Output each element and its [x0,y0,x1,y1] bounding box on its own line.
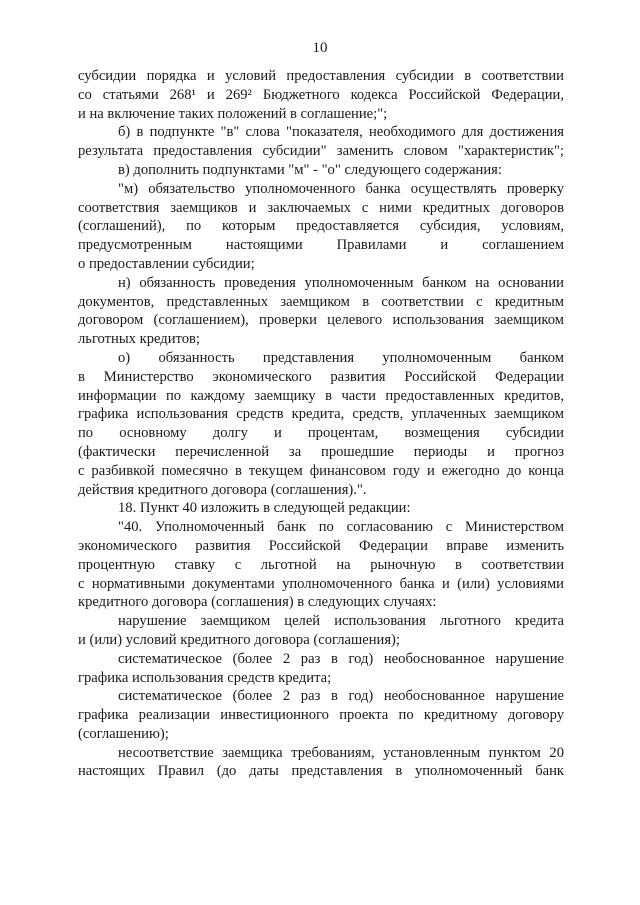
text-line: настоящих Правил (до даты представления в уполномоченный банк [78,763,564,780]
text-line: (соглашению); [78,725,169,742]
text-line: кредитного договора (соглашения) в следующих случаях: [78,594,437,611]
text-line: "м) обязательство уполномоченного банка осуществлять проверку [118,180,564,197]
text-line: документов, представленных заемщиком в соответствии с кредитным [78,293,564,310]
text-line: в Министерство экономического развития Российской Федерации [78,368,564,385]
text-line: льготных кредитов; [78,331,200,348]
text-line: нарушение заемщиком целей использования льготного кредита [118,613,564,630]
text-line: со статьями 268¹ и 269² Бюджетного кодекса Российской Федерации, [78,86,564,103]
text-line: экономического развития Российской Федерации вправе изменить [78,537,564,554]
text-line: (фактически перечисленной за прошедшие периоды и прогноз [78,443,564,460]
text-line: графика использования средств кредита, средств, уплаченных заемщиком [78,406,564,423]
text-line: о) обязанность представления уполномоченным банком [118,349,564,366]
text-line: субсидии порядка и условий предоставления субсидии в соответствии [78,68,564,84]
text-line: действия кредитного договора (соглашения).". [78,481,367,498]
text-line: с разбивкой помесячно в текущем финансовом году и ежегодно до конца [78,462,564,479]
text-line: в) дополнить подпунктами "м" - "о" следующего содержания: [118,161,502,178]
text-line: систематическое (более 2 раз в год) необоснованное нарушение [118,688,564,705]
text-line: и на включение таких положений в соглашение;"; [78,105,388,122]
text-line: н) обязанность проведения уполномоченным банком на основании [118,274,564,291]
text-line: б) в подпункте "в" слова "показателя, необходимого для достижения [118,124,564,141]
text-line: несоответствие заемщика требованиям, установленным пунктом 20 [118,744,564,761]
text-line: (соглашений), по которым предоставляется субсидия, условиям, [78,218,564,235]
text-line: с нормативными документами уполномоченного банка и (или) условиями [78,575,564,592]
text-line: графика использования средств кредита; [78,669,332,686]
text-line: по основному долгу и процентам, возмещения субсидии [78,425,564,442]
text-line: систематическое (более 2 раз в год) необоснованное нарушение [118,650,564,667]
text-line: договором (соглашением), проверки целевого использования заемщиком [78,312,564,329]
text-line: информации по каждому заемщику в части предоставленных кредитов, [78,387,564,404]
text-line: о предоставлении субсидии; [78,255,255,272]
text-line: и (или) условий кредитного договора (соглашения); [78,631,400,648]
text-line: результата предоставления субсидии" заменить словом "характеристик"; [78,143,564,160]
text-line: графика реализации инвестиционного проекта по кредитному договору [78,707,564,724]
body-text [78,67,564,781]
text-line: соответствия заемщиков и заключаемых с ними кредитных договоров [78,199,564,216]
text-line: процентную ставку с льготной на рыночную в соответствии [78,556,564,573]
text-line: 18. Пункт 40 изложить в следующей редакции: [118,500,411,517]
text-line: предусмотренным настоящими Правилами и соглашением [78,237,564,254]
text-line: "40. Уполномоченный банк по согласованию с Министерством [118,519,564,536]
page-number: 10 [312,40,328,56]
